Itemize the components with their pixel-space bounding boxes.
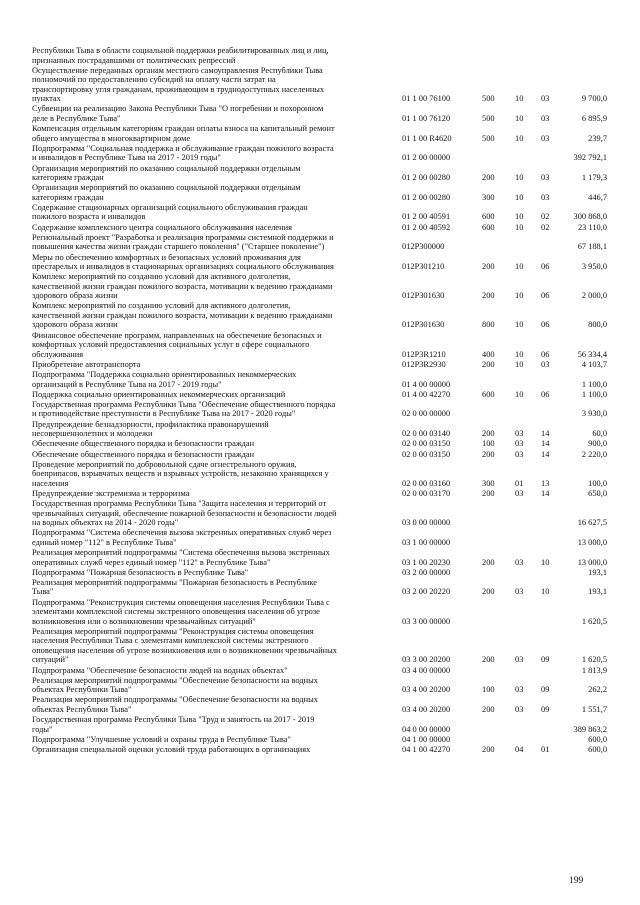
table-row [0, 124, 640, 143]
row-name [32, 735, 397, 745]
expense-type-code: 500 [482, 133, 495, 143]
subsection-code: 03 [541, 192, 550, 202]
row-name [32, 370, 397, 389]
table-row [0, 390, 640, 400]
section-code: 03 [515, 557, 524, 567]
expense-type-code: 200 [482, 262, 495, 271]
subsection-code: 09 [541, 655, 550, 665]
row-name [32, 233, 397, 252]
row-name-line: Меры по обеспечению комфортных и безопасных условий проживания для [32, 252, 301, 262]
table-row [0, 735, 640, 745]
expense-type-code: 200 [482, 587, 495, 597]
row-name [32, 489, 397, 499]
subsection-code: 06 [541, 262, 550, 271]
amount: 900,0 [588, 439, 607, 449]
row-name [32, 568, 397, 578]
subsection-code: 06 [541, 291, 550, 301]
row-name [32, 450, 397, 460]
row-name-line: пожилого возраста и инвалидов [32, 212, 146, 222]
row-name [32, 360, 397, 370]
amount: 56 334,4 [577, 349, 607, 359]
subsection-code: 06 [541, 320, 550, 330]
row-name-line: Реализация мероприятий подпрограммы "Пожарная безопасность в Республике [32, 577, 317, 587]
row-name-line: Подпрограмма "Социальная поддержка и обслуживание граждан пожилого возраста [32, 143, 334, 153]
row-name [32, 272, 397, 301]
row-name-line: транспортировку угля гражданам, проживающим в труднодоступных населенных [32, 84, 325, 94]
row-name [32, 627, 397, 665]
expense-type-code: 500 [482, 94, 495, 104]
row-name-line: Субвенции на реализацию Закона Республики Тыва "О погребении и похоронном [32, 104, 324, 114]
amount: 600,0 [588, 734, 607, 744]
row-name-line: качественной жизни граждан пожилого возраста, мотивации к ведению гражданами [32, 281, 333, 291]
row-name-line: Поддержка социально ориентированных некоммерческих организаций [32, 389, 286, 399]
table-row [0, 360, 640, 370]
amount: 23 110,0 [577, 222, 607, 232]
section-code: 10 [515, 94, 524, 104]
subsection-code: 03 [541, 113, 550, 123]
row-name-line: Подпрограмма "Пожарная безопасность в Республике Тыва" [32, 567, 249, 577]
amount: 6 895,9 [581, 113, 607, 123]
subsection-code: 14 [541, 439, 550, 449]
row-name [32, 144, 397, 163]
table-row [0, 528, 640, 547]
target-article-code: 03 0 00 00000 [402, 518, 451, 528]
table-row [0, 598, 640, 627]
subsection-code: 10 [541, 557, 550, 567]
row-name [32, 203, 397, 222]
expense-type-code: 200 [482, 449, 495, 459]
target-article-code: 02 0 00 03150 [402, 439, 451, 449]
row-name-line: Обеспечение общественного порядка и безопасности граждан [32, 439, 255, 449]
section-code: 10 [515, 192, 524, 202]
section-code: 03 [515, 704, 524, 714]
expense-type-code: 200 [482, 429, 495, 439]
subsection-code: 01 [541, 745, 550, 754]
row-name-line: чрезвычайных ситуаций, обеспечение пожарной безопасности и безопасности людей [32, 508, 337, 518]
target-article-code: 02 0 00 03160 [402, 478, 451, 488]
row-name-line: Государственная программа Республики Тыва "Труд и занятость на 2017 - 2019 [32, 715, 315, 725]
section-code: 10 [515, 173, 524, 182]
row-name-line: Организация специальной оценки условий труда работающих в организациях [32, 745, 311, 754]
row-name [32, 301, 397, 330]
subsection-code: 06 [541, 389, 550, 399]
target-article-code: 01 1 00 76120 [402, 113, 451, 123]
expense-type-code: 600 [482, 212, 495, 222]
row-name-line: пунктах [32, 94, 61, 104]
row-name [32, 548, 397, 567]
row-name [32, 331, 397, 360]
table-row [0, 489, 640, 499]
amount: 4 103,7 [581, 359, 607, 369]
table-row [0, 203, 640, 222]
amount: 67 188,1 [577, 242, 607, 252]
target-article-code: 04 1 00 42270 [402, 745, 451, 754]
row-name-line: Проведение мероприятий по добровольной сдаче огнестрельного оружия, [32, 459, 297, 469]
subsection-code: 06 [541, 349, 550, 359]
subsection-code: 03 [541, 173, 550, 182]
expense-type-code: 200 [482, 488, 495, 498]
row-name-line: Комплекс мероприятий по созданию условий для активного долголетия, [32, 272, 291, 282]
row-name-line: оперативных служб через единый номер "112" в Республике Тыва" [32, 557, 271, 567]
subsection-code: 09 [541, 704, 550, 714]
subsection-code: 03 [541, 359, 550, 369]
row-name [32, 666, 397, 676]
table-row [0, 460, 640, 489]
row-name-line: возникновения или о возникновении чрезвычайных ситуаций" [32, 616, 256, 626]
target-article-code: 02 0 00 03150 [402, 449, 451, 459]
row-name [32, 46, 397, 65]
row-name-line: Подпрограмма "Система обеспечения вызова экстренных оперативных служб через [32, 528, 332, 538]
section-code: 10 [515, 349, 524, 359]
row-name-line: категориям граждан [32, 192, 104, 202]
table-row [0, 183, 640, 202]
target-article-code: 01 2 00 00280 [402, 192, 451, 202]
target-article-code: 02 0 00 03140 [402, 429, 451, 439]
target-article-code: 012P3R1210 [402, 349, 446, 359]
row-name-line: объектах Республики Тыва" [32, 704, 132, 714]
row-name-line: Тыва" [32, 587, 54, 597]
row-name-line: Реализация мероприятий подпрограммы "Реконструкция системы оповещения [32, 626, 314, 636]
section-code: 03 [515, 439, 524, 449]
section-code: 10 [515, 389, 524, 399]
amount: 3 930,0 [581, 409, 607, 419]
section-code: 03 [515, 449, 524, 459]
amount: 2 000,0 [581, 291, 607, 301]
row-name-line: оповещения населения об угрозе возникновения или о возникновении чрезвычайных [32, 645, 337, 655]
amount: 1 100,0 [581, 389, 607, 399]
subsection-code: 03 [541, 133, 550, 143]
table-row [0, 370, 640, 389]
amount: 193,1 [588, 567, 607, 577]
row-name-line: престарелых и инвалидов в стационарных организациях социального обслуживания [32, 262, 334, 271]
subsection-code: 14 [541, 449, 550, 459]
row-name [32, 400, 397, 419]
target-article-code: 03 2 00 20220 [402, 587, 451, 597]
amount: 1 551,7 [581, 704, 607, 714]
table-row [0, 499, 640, 528]
row-name [32, 528, 397, 547]
section-code: 10 [515, 320, 524, 330]
amount: 60,0 [592, 429, 607, 439]
expense-type-code: 600 [482, 222, 495, 232]
target-article-code: 03 1 00 20230 [402, 557, 451, 567]
target-article-code: 012P300000 [402, 242, 445, 252]
row-name-line: Комплекс мероприятий по созданию условий для активного долголетия, [32, 301, 291, 311]
table-row [0, 695, 640, 714]
row-name-line: Подпрограмма "Улучшение условий и охраны труда в Республике Тыва" [32, 734, 291, 744]
amount: 3 950,0 [581, 262, 607, 271]
target-article-code: 03 4 00 20200 [402, 704, 451, 714]
target-article-code: 03 2 00 00000 [402, 567, 451, 577]
row-name-line: годы" [32, 724, 53, 734]
target-article-code: 012P301630 [402, 320, 445, 330]
row-name-line: Осуществление переданных органам местного самоуправления Республики Тыва [32, 65, 323, 75]
row-name-line: полномочий по предоставлению субсидий на оплату части затрат на [32, 75, 276, 85]
row-name-line: Финансовое обеспечение программ, направленных на обеспечение безопасных и [32, 330, 322, 340]
table-row [0, 578, 640, 597]
amount: 300 868,0 [573, 212, 607, 222]
expense-type-code: 500 [482, 113, 495, 123]
amount: 239,7 [588, 133, 607, 143]
table-row [0, 548, 640, 567]
row-name [32, 745, 397, 755]
target-article-code: 012P301210 [402, 262, 445, 271]
row-name [32, 598, 397, 627]
row-name-line: элементами комплексной системы экстренного оповещения населения об угрозе [32, 607, 320, 617]
row-name-line: Государственная программа Республики Тыва "Защита населения и территорий от [32, 499, 327, 509]
row-name-line: комфортных условий предоставления социальных услуг в сфере социального [32, 340, 310, 350]
target-article-code: 01 2 00 00000 [402, 153, 451, 163]
subsection-code: 03 [541, 94, 550, 104]
table-row [0, 666, 640, 676]
row-name-line: признанных пострадавшими от политических репрессий [32, 55, 236, 65]
row-name-line: обслуживания [32, 349, 84, 359]
table-row [0, 439, 640, 449]
row-name-line: Организация мероприятий по оказанию социальной поддержки отдельным [32, 183, 301, 193]
target-article-code: 01 2 00 40592 [402, 222, 451, 232]
row-name-line: Реализация мероприятий подпрограммы "Система обеспечения вызова экстренных [32, 548, 330, 557]
target-article-code: 04 1 00 00000 [402, 734, 451, 744]
target-article-code: 01 1 00 R4620 [402, 133, 452, 143]
table-row [0, 331, 640, 360]
amount: 16 627,5 [577, 518, 607, 528]
expense-type-code: 200 [482, 655, 495, 665]
table-row [0, 253, 640, 272]
table-row [0, 676, 640, 695]
table-row [0, 233, 640, 252]
page-number: 199 [569, 876, 584, 886]
subsection-code: 10 [541, 587, 550, 597]
row-name-line: Предупреждение безнадзорности, профилактика правонарушений [32, 419, 269, 429]
table-row [0, 745, 640, 755]
row-name-line: здорового образа жизни [32, 320, 118, 330]
row-name-line: организаций в Республике Тыва на 2017 - 2019 годы" [32, 379, 222, 389]
row-name [32, 715, 397, 734]
row-name [32, 676, 397, 695]
row-name-line: и противодействие преступности в Республике Тыва на 2017 - 2020 годы" [32, 409, 296, 419]
amount: 13 000,0 [577, 557, 607, 567]
row-name [32, 164, 397, 183]
target-article-code: 01 4 00 42270 [402, 389, 451, 399]
table-row [0, 420, 640, 439]
section-code: 01 [515, 478, 524, 488]
row-name [32, 223, 397, 233]
row-name [32, 499, 397, 528]
expense-type-code: 400 [482, 349, 495, 359]
amount: 1 813,9 [581, 665, 607, 675]
subsection-code: 13 [541, 478, 550, 488]
section-code: 10 [515, 291, 524, 301]
amount: 193,1 [588, 587, 607, 597]
table-row [0, 164, 640, 183]
amount: 262,2 [588, 685, 607, 695]
amount: 389 863,2 [573, 724, 607, 734]
row-name [32, 183, 397, 202]
expense-type-code: 300 [482, 478, 495, 488]
row-name [32, 578, 397, 597]
table-row [0, 568, 640, 578]
target-article-code: 01 2 00 00280 [402, 173, 451, 182]
section-code: 03 [515, 587, 524, 597]
row-name-line: несовершеннолетних и молодежи [32, 429, 153, 439]
row-name-line: Организация мероприятий по оказанию социальной поддержки отдельным [32, 163, 301, 173]
section-code: 03 [515, 488, 524, 498]
section-code: 10 [515, 133, 524, 143]
table-row [0, 627, 640, 665]
target-article-code: 03 4 00 20200 [402, 685, 451, 695]
row-name [32, 124, 397, 143]
expense-type-code: 200 [482, 173, 495, 182]
row-name-line: категориям граждан [32, 173, 104, 182]
section-code: 04 [515, 745, 524, 754]
amount: 1 100,0 [581, 379, 607, 389]
table-row [0, 301, 640, 330]
target-article-code: 03 3 00 00000 [402, 616, 451, 626]
row-name-line: качественной жизни граждан пожилого возраста, мотивации к ведению гражданами [32, 310, 333, 320]
amount: 1 620,5 [581, 655, 607, 665]
target-article-code: 01 2 00 40591 [402, 212, 451, 222]
row-name-line: Реализация мероприятий подпрограммы "Обеспечение безопасности на водных [32, 695, 318, 705]
expense-type-code: 600 [482, 389, 495, 399]
section-code: 10 [515, 262, 524, 271]
row-name-line: Подпрограмма "Обеспечение безопасности людей на водных объектах" [32, 665, 288, 675]
amount: 100,0 [588, 478, 607, 488]
expense-type-code: 200 [482, 745, 495, 754]
row-name [32, 439, 397, 449]
row-name-line: Предупреждение экстремизма и терроризма [32, 488, 190, 498]
row-name [32, 390, 397, 400]
row-name-line: деле в Республике Тыва" [32, 113, 121, 123]
row-name [32, 104, 397, 123]
expense-type-code: 200 [482, 359, 495, 369]
row-name-line: Государственная программа Республики Тыва "Обеспечение общественного порядка [32, 399, 336, 409]
section-code: 03 [515, 685, 524, 695]
amount: 13 000,0 [577, 537, 607, 547]
row-name [32, 253, 397, 272]
row-name-line: Региональный проект "Разработка и реализация программы системной поддержки и [32, 232, 334, 242]
target-article-code: 01 4 00 00000 [402, 379, 451, 389]
row-name-line: населения [32, 478, 69, 488]
row-name-line: боеприпасов, взрывчатых веществ и взрывных устройств, незаконно хранящихся у [32, 469, 329, 479]
target-article-code: 012P301630 [402, 291, 445, 301]
subsection-code: 09 [541, 685, 550, 695]
amount: 1 620,5 [581, 616, 607, 626]
target-article-code: 03 1 00 00000 [402, 537, 451, 547]
section-code: 10 [515, 359, 524, 369]
table-row [0, 450, 640, 460]
amount: 392 792,1 [573, 153, 607, 163]
row-name [32, 460, 397, 489]
subsection-code: 02 [541, 222, 550, 232]
row-name-line: Содержание стационарных организаций социального обслуживания граждан [32, 202, 308, 212]
row-name-line: на водных объектах на 2014 - 2020 годы" [32, 518, 179, 528]
table-row [0, 715, 640, 734]
target-article-code: 03 4 00 00000 [402, 665, 451, 675]
expense-type-code: 200 [482, 291, 495, 301]
table-row [0, 144, 640, 163]
row-name [32, 66, 397, 104]
row-name-line: Подпрограмма "Реконструкция системы оповещения населения Республики Тыва с [32, 597, 330, 607]
expense-type-code: 200 [482, 704, 495, 714]
target-article-code: 01 1 00 76100 [402, 94, 451, 104]
expense-type-code: 100 [482, 439, 495, 449]
row-name-line: общего имущества в многоквартирном доме [32, 133, 191, 143]
table-row [0, 66, 640, 104]
amount: 2 220,0 [581, 449, 607, 459]
amount: 1 179,3 [581, 173, 607, 182]
subsection-code: 02 [541, 212, 550, 222]
section-code: 10 [515, 212, 524, 222]
table-row [0, 272, 640, 301]
expense-type-code: 300 [482, 192, 495, 202]
target-article-code: 02 0 00 03170 [402, 488, 451, 498]
expense-type-code: 100 [482, 685, 495, 695]
target-article-code: 03 3 00 20200 [402, 655, 451, 665]
table-row [0, 104, 640, 123]
row-name-line: Компенсация отдельным категориям граждан оплаты взноса на капитальный ремонт [32, 124, 335, 134]
row-name-line: Содержание комплексного центра социального обслуживания населения [32, 222, 292, 232]
table-row [0, 223, 640, 233]
row-name-line: Реализация мероприятий подпрограммы "Обеспечение безопасности на водных [32, 675, 318, 685]
row-name-line: Подпрограмма "Поддержка социально ориентированных некоммерческих [32, 370, 297, 379]
target-article-code: 02 0 00 00000 [402, 409, 451, 419]
row-name-line: ситуаций" [32, 655, 69, 665]
amount: 800,0 [588, 320, 607, 330]
amount: 600,0 [588, 745, 607, 754]
row-name-line: единый номер "112" в Республике Тыва" [32, 537, 177, 547]
row-name-line: Республики Тыва в области социальной поддержки реабилитированных лиц и лиц, [32, 46, 329, 55]
row-name-line: повышения качества жизни граждан старшего поколения" ("Старшее поколение") [32, 242, 325, 252]
target-article-code: 012P3R2930 [402, 359, 446, 369]
section-code: 10 [515, 222, 524, 232]
row-name-line: Приобретение автотранспорта [32, 359, 141, 369]
section-code: 03 [515, 429, 524, 439]
row-name [32, 420, 397, 439]
amount: 650,0 [588, 488, 607, 498]
row-name-line: населения Республики Тыва с элементами комплексной системы экстренного [32, 636, 309, 646]
section-code: 03 [515, 655, 524, 665]
subsection-code: 14 [541, 429, 550, 439]
expense-type-code: 800 [482, 320, 495, 330]
row-name-line: объектах Республики Тыва" [32, 685, 132, 695]
subsection-code: 14 [541, 488, 550, 498]
amount: 9 700,0 [581, 94, 607, 104]
row-name-line: Обеспечение общественного порядка и безопасности граждан [32, 449, 255, 459]
amount: 446,7 [588, 192, 607, 202]
row-name [32, 695, 397, 714]
table-row [0, 400, 640, 419]
section-code: 10 [515, 113, 524, 123]
table-row [0, 46, 640, 65]
target-article-code: 04 0 00 00000 [402, 724, 451, 734]
row-name-line: здорового образа жизни [32, 291, 118, 301]
row-name-line: и инвалидов в Республике Тыва на 2017 - 2019 годы" [32, 153, 221, 163]
expense-type-code: 200 [482, 557, 495, 567]
